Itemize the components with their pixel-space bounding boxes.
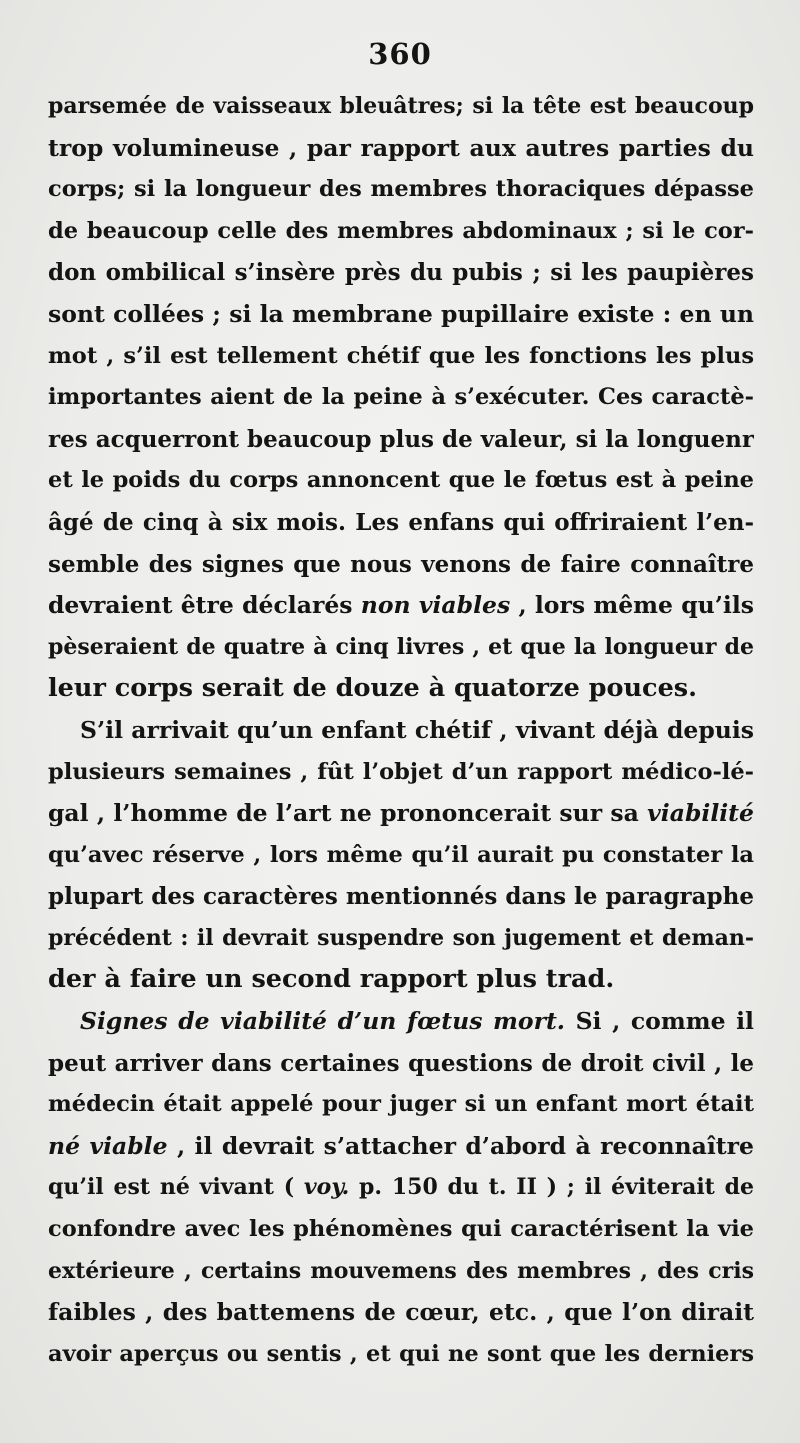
text-line bbox=[48, 419, 754, 461]
text-segment: qu’avec réserve , lors même qu’il aurait pu constater la bbox=[48, 841, 754, 868]
text-line bbox=[48, 1167, 754, 1209]
text-line bbox=[48, 336, 754, 378]
text-line bbox=[48, 1001, 754, 1043]
italic-text: né viable bbox=[48, 1131, 168, 1160]
italic-text: non viables bbox=[360, 591, 511, 620]
text-line bbox=[48, 252, 754, 294]
text-segment: âgé de cinq à six mois. Les enfans qui offriraient l’en- bbox=[48, 508, 754, 536]
text-segment: mot , s’il est tellement chétif que les fonctions les plus bbox=[48, 342, 754, 369]
text-segment: devraient être déclarés bbox=[48, 591, 361, 620]
text-line bbox=[48, 502, 754, 544]
text-segment: précédent : il devrait suspendre son jugement et deman- bbox=[48, 924, 754, 951]
text-line bbox=[48, 918, 754, 960]
text-line bbox=[48, 1292, 754, 1334]
text-line bbox=[48, 128, 754, 170]
italic-text: Signes de viabilité d’un fœtus mort. bbox=[80, 1007, 565, 1036]
text-line bbox=[48, 959, 754, 1001]
text-line bbox=[48, 544, 754, 586]
text-segment: plusieurs semaines , fût l’objet d’un rapport médico-lé- bbox=[48, 758, 754, 785]
text-segment: res acquerront beaucoup plus de valeur, si la longuenr bbox=[48, 425, 754, 453]
text-segment: qu’il est né vivant ( bbox=[48, 1174, 304, 1201]
text-segment: don ombilical s’insère près du pubis ; si les paupières bbox=[48, 259, 754, 287]
text-line bbox=[48, 1084, 754, 1126]
text-line bbox=[48, 876, 754, 918]
text-line bbox=[48, 627, 754, 669]
text-line bbox=[48, 86, 754, 128]
text-segment: confondre avec les phénomènes qui caractérisent la vie bbox=[48, 1216, 754, 1243]
text-segment: importantes aient de la peine à s’exécuter. Ces caractè- bbox=[48, 384, 754, 411]
text-segment: , lors même qu’ils bbox=[510, 591, 754, 620]
text-line bbox=[48, 169, 754, 211]
text-line bbox=[48, 377, 754, 419]
page-number: 360 bbox=[368, 37, 432, 71]
text-segment: et le poids du corps annoncent que le fœtus est à peine bbox=[48, 467, 754, 494]
text-line bbox=[48, 668, 754, 710]
body-text bbox=[48, 86, 754, 1375]
text-segment: peut arriver dans certaines questions de droit civil , le bbox=[48, 1049, 754, 1077]
text-segment: trop volumineuse , par rapport aux autres parties du bbox=[48, 133, 754, 162]
text-segment: de beaucoup celle des membres abdominaux ; si le cor- bbox=[48, 217, 754, 244]
text-segment: gal , l’homme de l’art ne prononcerait sur sa bbox=[48, 799, 648, 828]
text-line bbox=[48, 211, 754, 253]
text-segment: leur corps serait de douze à quatorze pouces. bbox=[48, 673, 698, 704]
text-line bbox=[48, 710, 754, 752]
text-line bbox=[48, 835, 754, 877]
text-segment: plupart des caractères mentionnés dans le paragraphe bbox=[48, 883, 754, 911]
text-line bbox=[48, 1043, 754, 1085]
text-segment: , il devrait s’attacher d’abord à reconnaître bbox=[167, 1131, 754, 1160]
text-segment: corps; si la longueur des membres thoraciques dépasse bbox=[48, 176, 754, 203]
text-line bbox=[48, 1209, 754, 1251]
text-segment: faibles , des battemens de cœur, etc. , que l’on dirait bbox=[48, 1298, 754, 1327]
text-segment: avoir aperçus ou sentis , et qui ne sont que les derniers bbox=[48, 1340, 754, 1367]
text-segment: médecin était appelé pour juger si un enfant mort était bbox=[48, 1091, 754, 1118]
text-segment: Si , comme il bbox=[564, 1007, 754, 1036]
text-segment: parsemée de vaisseaux bleuâtres; si la tête est beaucoup bbox=[48, 93, 754, 119]
text-segment: S’il arrivait qu’un enfant chétif , vivant déjà depuis bbox=[80, 715, 754, 744]
text-segment: der à faire un second rapport plus trad. bbox=[48, 964, 615, 995]
text-segment: pèseraient de quatre à cinq livres , et que la longueur de bbox=[48, 633, 754, 660]
text-line bbox=[48, 793, 754, 835]
text-line bbox=[48, 294, 754, 336]
text-line bbox=[48, 752, 754, 794]
text-line bbox=[48, 1126, 754, 1168]
italic-text: voy. bbox=[303, 1174, 350, 1201]
italic-text: viabilité bbox=[647, 799, 754, 828]
text-line bbox=[48, 585, 754, 627]
text-line bbox=[48, 1251, 754, 1293]
text-segment: extérieure , certains mouvemens des membres , des cris bbox=[48, 1257, 754, 1284]
text-line bbox=[48, 1334, 754, 1376]
text-segment: semble des signes que nous venons de faire connaître bbox=[48, 550, 754, 578]
text-line bbox=[48, 460, 754, 502]
text-segment: sont collées ; si la membrane pupillaire existe : en un bbox=[48, 299, 754, 328]
text-segment: p. 150 du t. II ) ; il éviterait de bbox=[349, 1174, 754, 1201]
